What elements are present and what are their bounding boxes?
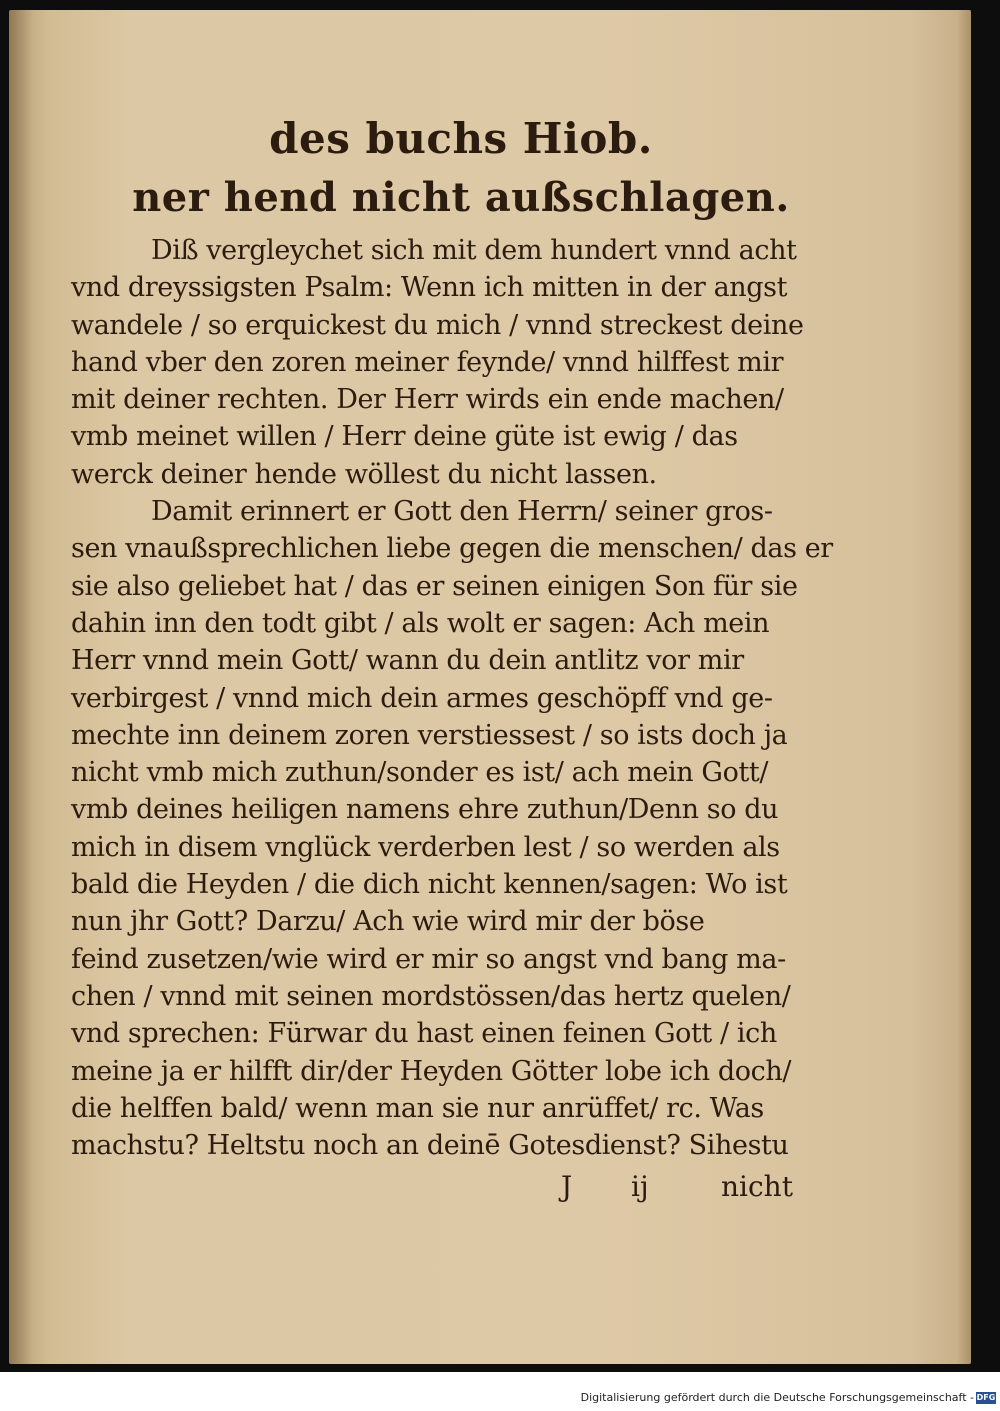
text-line: vmb meinet willen / Herr deine güte ist ewig / das <box>71 421 738 453</box>
signature-mark: J <box>561 1170 573 1204</box>
text-line: meine ja er hilfft dir/der Heyden Götter lobe ich doch/ <box>71 1055 792 1087</box>
paragraph-2 <box>71 493 833 1164</box>
page-edge <box>957 10 971 1364</box>
text-line: vnd dreyssigsten Psalm: Wenn ich mitten in der angst <box>71 272 788 304</box>
page-text <box>71 108 833 1212</box>
text-line: verbirgest / vnnd mich dein armes geschöpff vnd ge- <box>71 682 773 714</box>
text-line: mich in disem vnglück verderben lest / so werden als <box>71 831 780 863</box>
text-line: die helffen bald/ wenn man sie nur anrüffet/ rc. Was <box>71 1092 764 1124</box>
text-line: Herr vnnd mein Gott/ wann du dein antlitz vor mir <box>71 645 744 677</box>
dfg-logo-icon: DFG <box>976 1393 996 1402</box>
text-line: sen vnaußsprechlichen liebe gegen die menschen/ das er <box>71 533 833 565</box>
text-line: nun jhr Gott? Darzu/ Ach wie wird mir der böse <box>71 906 705 938</box>
text-line: nicht vmb mich zuthun/sonder es ist/ ach mein Gott/ <box>71 757 769 789</box>
paragraph-1 <box>71 232 811 493</box>
funding-credit: Digitalisierung gefördert durch die Deutsche Forschungsgemeinschaft - <box>580 1391 974 1404</box>
text-line: Damit erinnert er Gott den Herrn/ seiner gros- <box>151 496 773 528</box>
text-line: mechte inn deinem zoren verstiessest / so ists doch ja <box>71 719 788 751</box>
heading-continuation: ner hend nicht außschlagen. <box>132 174 790 221</box>
book-page <box>9 10 971 1364</box>
text-line: chen / vnnd mit seinen mordstössen/das hertz quelen/ <box>71 980 791 1012</box>
text-line: mit deiner rechten. Der Herr wirds ein ende machen/ <box>71 384 784 416</box>
text-line: wandele / so erquickest du mich / vnnd streckest deine <box>71 309 804 341</box>
text-line: vmb deines heiligen namens ehre zuthun/Denn so du <box>71 794 779 826</box>
text-line: dahin inn den todt gibt / als wolt er sagen: Ach mein <box>71 607 770 639</box>
text-line: bald die Heyden / die dich nicht kennen/sagen: Wo ist <box>71 869 788 901</box>
text-line: machstu? Heltstu noch an deinē Gotesdienst? Sihestu <box>71 1130 789 1162</box>
text-line: Diß vergleychet sich mit dem hundert vnnd acht <box>151 235 797 266</box>
text-line: sie also geliebet hat / das er seinen einigen Son für sie <box>71 570 798 602</box>
text-line: werck deiner hende wöllest du nicht lassen. <box>71 458 657 490</box>
running-head: des buchs Hiob. <box>269 114 653 163</box>
gutter-shadow <box>9 10 33 1364</box>
signature-number: ij <box>631 1170 649 1204</box>
signature-line <box>71 1170 811 1212</box>
text-line: feind zusetzen/wie wird er mir so angst vnd bang ma- <box>71 943 786 975</box>
text-line: hand vber den zoren meiner feynde/ vnnd hilffest mir <box>71 346 784 378</box>
catchword: nicht <box>721 1170 793 1204</box>
text-line: vnd sprechen: Fürwar du hast einen feinen Gott / ich <box>71 1018 777 1050</box>
